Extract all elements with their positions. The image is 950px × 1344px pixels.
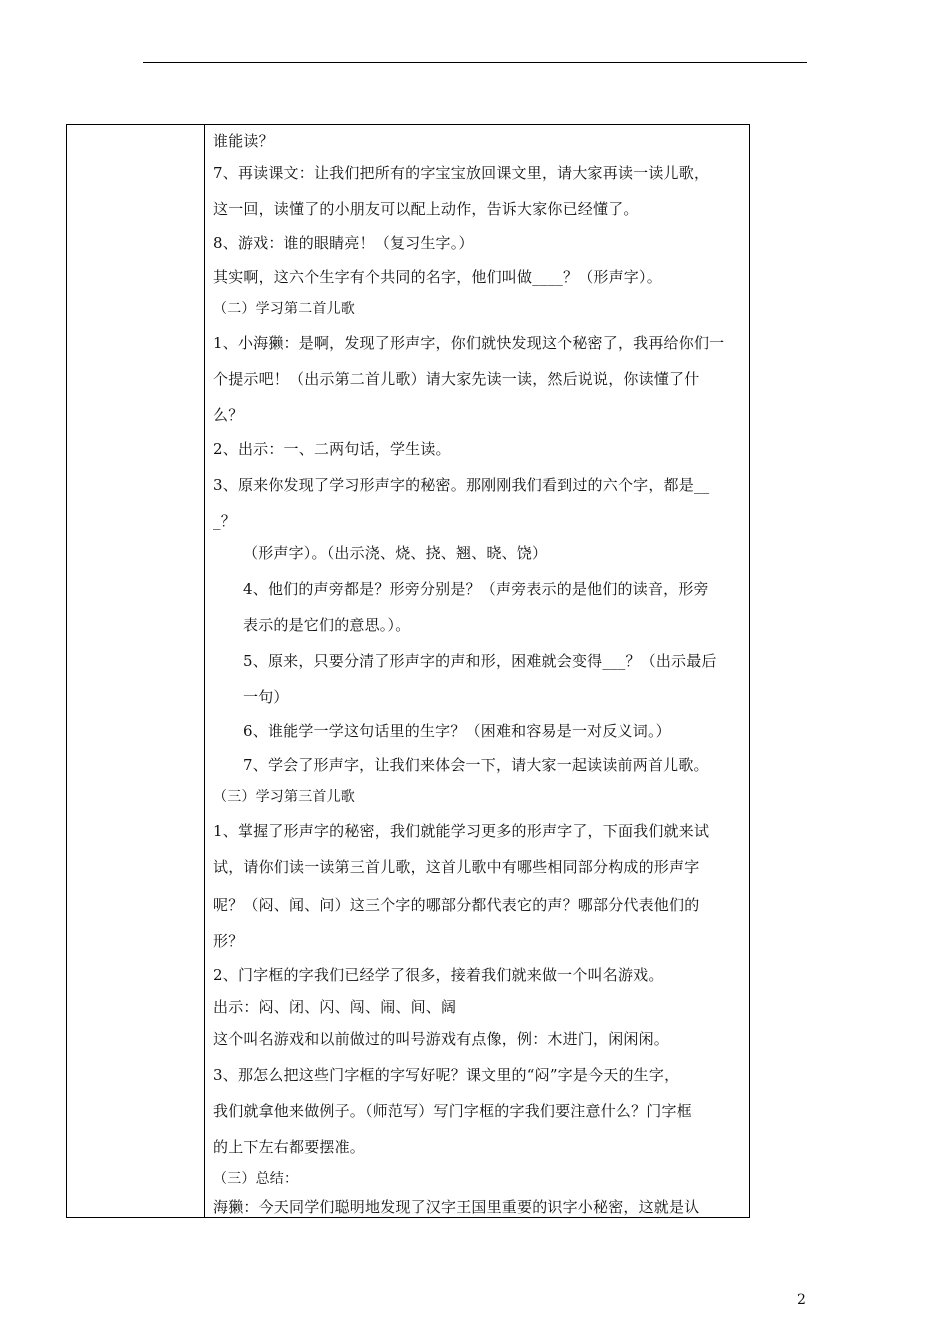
- text-line: _？: [213, 512, 236, 530]
- text-line: 2、出示：一、二两句话，学生读。: [213, 440, 451, 458]
- text-line: 1、小海獭：是啊，发现了形声字，你们就快发现这个秘密了，我再给你们一: [213, 334, 725, 352]
- text-line: 7、学会了形声字，让我们来体会一下，请大家一起读读前两首儿歌。: [243, 756, 709, 774]
- text-line: 7、再读课文：让我们把所有的字宝宝放回课文里，请大家再读一读儿歌，: [213, 164, 710, 182]
- text-line: 出示：闷、闭、闪、闯、闹、间、阔: [213, 998, 457, 1016]
- text-line: 表示的是它们的意思。）。: [243, 616, 411, 634]
- text-line: 8、游戏：谁的眼睛亮！（复习生字。）: [213, 234, 474, 252]
- text-line: 5、原来，只要分清了形声字的声和形，困难就会变得___？（出示最后: [243, 652, 717, 670]
- lesson-table: [66, 124, 750, 1218]
- column-divider: [204, 125, 205, 1217]
- text-line: 形？: [213, 932, 244, 950]
- text-line: 一句）: [243, 688, 289, 706]
- text-line: 海獭：今天同学们聪明地发现了汉字王国里重要的识字小秘密，这就是认: [213, 1198, 700, 1216]
- text-line: 个提示吧！（出示第二首儿歌）请大家先读一读，然后说说，你读懂了什: [213, 370, 700, 388]
- text-line: 其实啊，这六个生字有个共同的名字，他们叫做____？（形声字）。: [213, 268, 662, 286]
- header-rule: [143, 62, 807, 63]
- text-line: 呢？（闷、闻、问）这三个字的哪部分都代表它的声？哪部分代表他们的: [213, 896, 700, 914]
- text-line: 这个叫名游戏和以前做过的叫号游戏有点像，例：木进门，闲闲闲。: [213, 1030, 670, 1048]
- section-heading: （二）学习第二首儿歌: [213, 301, 355, 317]
- text-line: 这一回，读懂了的小朋友可以配上动作，告诉大家你已经懂了。: [213, 200, 639, 218]
- page-number: 2: [797, 1292, 806, 1308]
- text-line: 我们就拿他来做例子。（师范写）写门字框的字我们要注意什么？门字框: [213, 1102, 692, 1120]
- text-line: 试，请你们读一读第三首儿歌，这首儿歌中有哪些相同部分构成的形声字: [213, 858, 700, 876]
- text-line: 么？: [213, 406, 244, 424]
- text-line: 谁能读？: [213, 132, 274, 150]
- text-line: 的上下左右都要摆准。: [213, 1138, 366, 1156]
- text-line: 2、门字框的字我们已经学了很多，接着我们就来做一个叫名游戏。: [213, 966, 664, 984]
- text-line: 3、原来你发现了学习形声字的秘密。那刚刚我们看到过的六个字，都是__: [213, 476, 710, 494]
- section-heading: （三）总结：: [213, 1171, 299, 1187]
- text-line: 1、掌握了形声字的秘密，我们就能学习更多的形声字了，下面我们就来试: [213, 822, 710, 840]
- text-line: 4、他们的声旁都是？形旁分别是？（声旁表示的是他们的读音，形旁: [243, 580, 709, 598]
- text-line: 6、谁能学一学这句话里的生字？（困难和容易是一对反义词。）: [243, 722, 671, 740]
- text-line: （形声字）。（出示浇、烧、挠、翘、晓、饶）: [243, 544, 548, 562]
- text-line: 3、那怎么把这些门字框的字写好呢？课文里的“闷”字是今天的生字，: [213, 1066, 680, 1084]
- section-heading: （三）学习第三首儿歌: [213, 789, 355, 805]
